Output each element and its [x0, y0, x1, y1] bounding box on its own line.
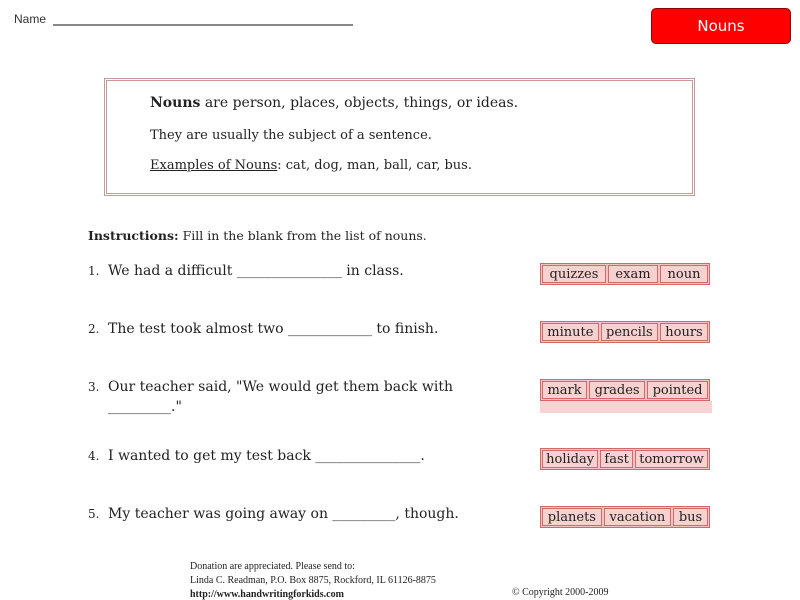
word-option[interactable]: pointed — [647, 381, 708, 399]
word-option[interactable]: fast — [600, 450, 633, 468]
question-text: My teacher was going away on _________, though. — [108, 506, 459, 522]
word-option[interactable]: exam — [608, 265, 658, 283]
examples-text: : cat, dog, man, ball, car, bus. — [277, 158, 472, 173]
definition-term: Nouns — [150, 95, 201, 111]
word-bank-1 — [540, 263, 710, 285]
title-badge: Nouns — [651, 8, 791, 44]
word-bank-2 — [540, 321, 710, 343]
footer-donation: Donation are appreciated. Please send to: — [190, 561, 355, 572]
footer-link[interactable]: http://www.handwritingforkids.com — [190, 589, 344, 600]
question-2 — [88, 319, 488, 339]
word-bank-5 — [540, 506, 710, 528]
question-number: 2. — [88, 322, 100, 336]
question-text: I wanted to get my test back _______________. — [108, 448, 425, 464]
question-number: 3. — [88, 380, 100, 394]
definition-text: are person, places, objects, things, or ideas. — [200, 95, 519, 111]
examples-line — [150, 158, 472, 173]
word-bank-4 — [540, 448, 710, 470]
word-option[interactable]: mark — [542, 381, 587, 399]
word-bank-3-shade — [540, 401, 712, 413]
question-text: Our teacher said, "We would get them back with _________." — [108, 379, 453, 415]
definition-line — [150, 95, 518, 111]
instructions — [88, 228, 427, 243]
question-3 — [88, 377, 468, 417]
footer-address: Linda C. Readman, P.O. Box 8875, Rockford, IL 61126-8875 — [190, 575, 436, 586]
question-4 — [88, 446, 488, 466]
instructions-label: Instructions: — [88, 228, 179, 243]
definition-box — [104, 78, 695, 196]
word-option[interactable]: vacation — [604, 508, 671, 526]
name-input-line[interactable] — [53, 24, 353, 26]
question-number: 4. — [88, 449, 100, 463]
footer-copyright: © Copyright 2000-2009 — [512, 587, 609, 598]
examples-label: Examples of Nouns — [150, 158, 278, 173]
word-option[interactable]: grades — [589, 381, 645, 399]
subject-line: They are usually the subject of a sentence. — [150, 128, 432, 143]
word-option[interactable]: minute — [542, 323, 599, 341]
word-option[interactable]: quizzes — [542, 265, 606, 283]
question-text: We had a difficult _______________ in class. — [108, 263, 404, 279]
word-bank-3 — [540, 379, 710, 401]
word-option[interactable]: hours — [660, 323, 708, 341]
name-label: Name — [14, 12, 47, 26]
word-option[interactable]: noun — [660, 265, 708, 283]
instructions-text: Fill in the blank from the list of nouns. — [178, 228, 427, 243]
word-option[interactable]: bus — [673, 508, 708, 526]
word-option[interactable]: tomorrow — [635, 450, 708, 468]
question-1 — [88, 261, 488, 281]
word-option[interactable]: holiday — [542, 450, 598, 468]
question-5 — [88, 504, 488, 524]
word-option[interactable]: planets — [542, 508, 602, 526]
question-text: The test took almost two ____________ to finish. — [108, 321, 439, 337]
question-number: 5. — [88, 507, 100, 521]
question-number: 1. — [88, 264, 100, 278]
word-option[interactable]: pencils — [601, 323, 658, 341]
